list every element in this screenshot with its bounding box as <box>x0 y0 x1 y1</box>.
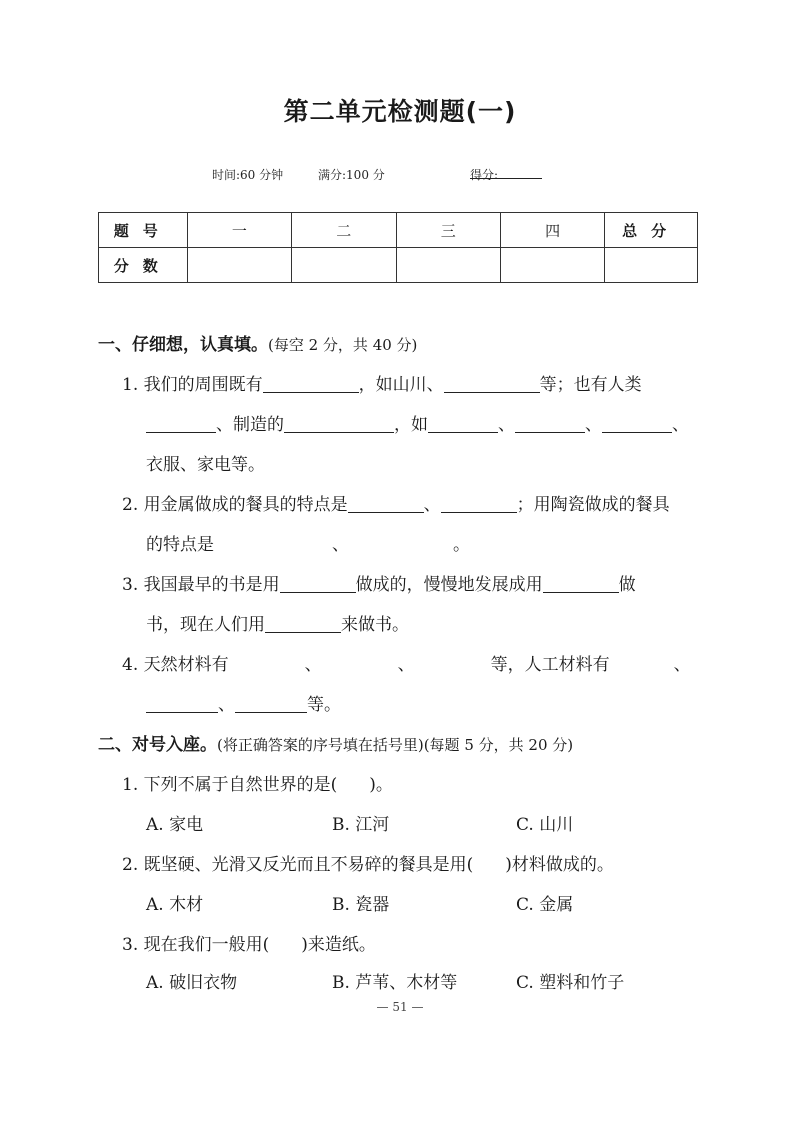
blank[interactable] <box>284 414 394 433</box>
blank[interactable] <box>602 414 672 433</box>
blank[interactable] <box>265 614 341 633</box>
column-1: 一 <box>187 213 291 248</box>
obtained-score-label: 得分: <box>470 168 499 182</box>
section2-heading-line <box>98 730 573 755</box>
mc-q1-option-c[interactable]: C. 山川 <box>516 815 574 835</box>
mc-q3-option-a[interactable]: A. 破旧衣物 <box>146 973 238 993</box>
score-table <box>98 212 698 283</box>
mc-q1-option-a[interactable]: A. 家电 <box>146 815 204 835</box>
column-4: 四 <box>500 213 604 248</box>
mc-q3-option-c[interactable]: C. 塑料和竹子 <box>516 973 625 993</box>
q1-line1: 1. 我们的周围既有 ，如山川、 等；也有人类 <box>122 375 642 395</box>
blank[interactable] <box>146 414 216 433</box>
q1-line2: 、制造的 ，如 、 、 、 <box>146 410 689 435</box>
q1-line3: 衣服、家电等。 <box>146 455 265 475</box>
blank[interactable] <box>348 494 424 513</box>
time-limit: 时间:60 分钟 <box>212 168 284 182</box>
mc-q1-stem: 1. 下列不属于自然世界的是( )。 <box>122 775 393 795</box>
q3-line1: 3. 我国最早的书是用 做成的，慢慢地发展成用 做 <box>122 575 636 595</box>
section2-note: (将正确答案的序号填在括号里)(每题 5 分，共 20 分) <box>217 736 574 754</box>
mc-q2-option-b[interactable]: B. 瓷器 <box>332 895 390 915</box>
section1-heading: 一、仔细想，认真填。 <box>98 335 268 355</box>
score-cell-1[interactable] <box>187 248 291 283</box>
page-number: — 51 — <box>376 1000 424 1014</box>
blank[interactable] <box>543 574 619 593</box>
score-cell-2[interactable] <box>292 248 396 283</box>
blank[interactable] <box>441 494 517 513</box>
obtained-score-blank[interactable] <box>470 166 542 179</box>
mc-q2-option-c[interactable]: C. 金属 <box>516 895 574 915</box>
blank[interactable] <box>280 574 356 593</box>
score-cell-3[interactable] <box>396 248 500 283</box>
section1-heading-line <box>98 330 417 355</box>
full-score: 满分:100 分 <box>318 168 385 182</box>
column-2: 二 <box>292 213 396 248</box>
page-title: 第二单元检测题(一) <box>283 97 517 126</box>
section2-heading: 二、对号入座。 <box>98 735 217 755</box>
mc-q2-stem: 2. 既坚硬、光滑又反光而且不易碎的餐具是用( )材料做成的。 <box>122 855 614 875</box>
q4-line2: 、 等。 <box>146 690 341 715</box>
score-row-label: 分数 <box>99 248 188 283</box>
question-number-label: 题号 <box>99 213 188 248</box>
score-cell-4[interactable] <box>500 248 604 283</box>
section1-note: (每空 2 分，共 40 分) <box>268 336 418 354</box>
blank[interactable] <box>263 374 359 393</box>
score-cell-total[interactable] <box>605 248 698 283</box>
score-table-score-row <box>99 248 698 283</box>
q3-line2: 书，现在人们用 来做书。 <box>146 615 409 635</box>
q4-line1: 4. 天然材料有 、 、 等，人工材料有 、 <box>122 655 691 675</box>
score-table-header-row <box>99 213 698 248</box>
blank[interactable] <box>444 374 540 393</box>
mc-q2-option-a[interactable]: A. 木材 <box>146 895 204 915</box>
blank[interactable] <box>428 414 498 433</box>
q2-line1: 2. 用金属做成的餐具的特点是 、 ；用陶瓷做成的餐具 <box>122 495 670 515</box>
mc-q3-stem: 3. 现在我们一般用( )来造纸。 <box>122 935 376 955</box>
mc-q3-option-b[interactable]: B. 芦苇、木材等 <box>332 973 458 993</box>
q2-line2: 的特点是 、 。 <box>146 535 470 555</box>
blank[interactable] <box>515 414 585 433</box>
column-3: 三 <box>396 213 500 248</box>
blank[interactable] <box>235 694 307 713</box>
column-total: 总分 <box>605 213 698 248</box>
mc-q1-option-b[interactable]: B. 江河 <box>332 815 390 835</box>
blank[interactable] <box>146 694 218 713</box>
